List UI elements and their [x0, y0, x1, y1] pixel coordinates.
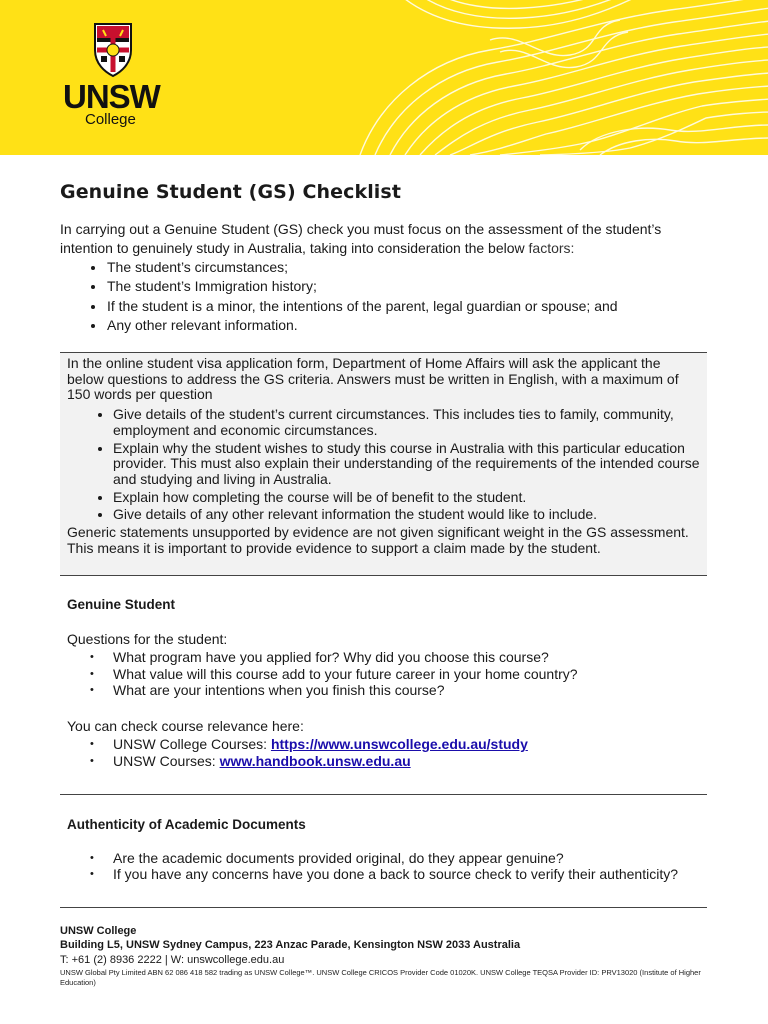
unsw-handbook-link[interactable]: www.handbook.unsw.edu.au: [219, 752, 411, 769]
list-item: • If you have any concerns have you done a back to source check to verify their authenticity?: [113, 866, 707, 883]
box-closing: Generic statements unsupported by evidence are not given significant weight in the GS assessment. This means it is important to provide evidence to support a claim made by the student.: [67, 524, 689, 556]
header-banner: [0, 0, 768, 155]
logo-unsw-text: UNSW: [63, 78, 160, 115]
footer: [60, 924, 710, 987]
relevance-lead: You can check course relevance here:: [67, 717, 304, 734]
footer-contact: T: +61 (2) 8936 2222 | W: unswcollege.edu.au: [60, 954, 285, 966]
genuine-student-section: [67, 597, 707, 769]
list-item: • Give details of any other relevant information the student would like to include.: [113, 507, 700, 523]
list-item: • Give details of the student’s current circumstances. This includes ties to family, community, employment and economic circumstances.: [113, 407, 700, 438]
questions-list: [67, 649, 707, 699]
box-lead: In the online student visa application form, Department of Home Affairs will ask the applicant the below questions to address the GS criteria. Answers must be written in English, with a maximum of 150 words per question: [67, 355, 679, 403]
logo-college-text: College: [85, 111, 136, 128]
list-item: • The student’s circumstances;: [106, 258, 710, 277]
footer-divider: [60, 907, 707, 908]
academic-documents-list: [67, 850, 707, 883]
footer-org: UNSW College: [60, 925, 137, 937]
intro-paragraph: [60, 220, 710, 258]
footer-legal: UNSW Global Pty Limited ABN 62 086 418 582 trading as UNSW College™. UNSW College CRICOS Provider Code 01020K. UNSW College TEQSA Provider ID: PRV13020 (Institute of Higher Education): [60, 968, 701, 987]
list-item: • Explain how completing the course will be of benefit to the student.: [113, 490, 700, 506]
link-label: UNSW Courses:: [113, 752, 220, 769]
section-divider: [60, 794, 707, 795]
list-item: • Are the academic documents provided original, do they appear genuine?: [113, 850, 707, 867]
gs-criteria-box: [60, 352, 707, 576]
decorative-wave-pattern: [340, 0, 768, 155]
unsw-crest-icon: [93, 22, 133, 78]
footer-address: Building L5, UNSW Sydney Campus, 223 Anzac Parade, Kensington NSW 2033 Australia: [60, 939, 521, 951]
intro-section: [60, 220, 710, 335]
link-label: UNSW College Courses:: [113, 736, 271, 752]
questions-lead: Questions for the student:: [67, 630, 228, 647]
intro-text: In carrying out a Genuine Student (GS) check you must focus on the assessment of the student’s intention to genuinely study in Australia, taking into consideration the below: [60, 221, 662, 256]
academic-documents-heading: Authenticity of Academic Documents: [67, 817, 306, 832]
page-title: Genuine Student (GS) Checklist: [60, 181, 402, 203]
links-list: [67, 736, 707, 769]
list-item: • What are your intentions when you finish this course?: [113, 682, 707, 699]
genuine-student-heading: Genuine Student: [67, 597, 175, 612]
box-list: [67, 407, 700, 523]
intro-factors-word: factors:: [528, 240, 575, 256]
list-item: • Explain why the student wishes to study this course in Australia with this particular education provider. This must also explain their understanding of the requirements of the intended course and studying and living in Australia.: [113, 441, 700, 488]
list-item: • What value will this course add to your future career in your home country?: [113, 666, 707, 683]
list-item: • The student’s Immigration history;: [106, 277, 710, 296]
list-item: • If the student is a minor, the intentions of the parent, legal guardian or spouse; and: [106, 297, 710, 316]
intro-list: [60, 258, 710, 335]
unsw-college-courses-link[interactable]: https://www.unswcollege.edu.au/study: [270, 736, 528, 752]
list-item: • Any other relevant information.: [106, 316, 710, 335]
list-item: [113, 736, 707, 753]
list-item: [113, 753, 707, 770]
list-item: • What program have you applied for? Why did you choose this course?: [113, 649, 707, 666]
academic-documents-section: [67, 817, 707, 883]
